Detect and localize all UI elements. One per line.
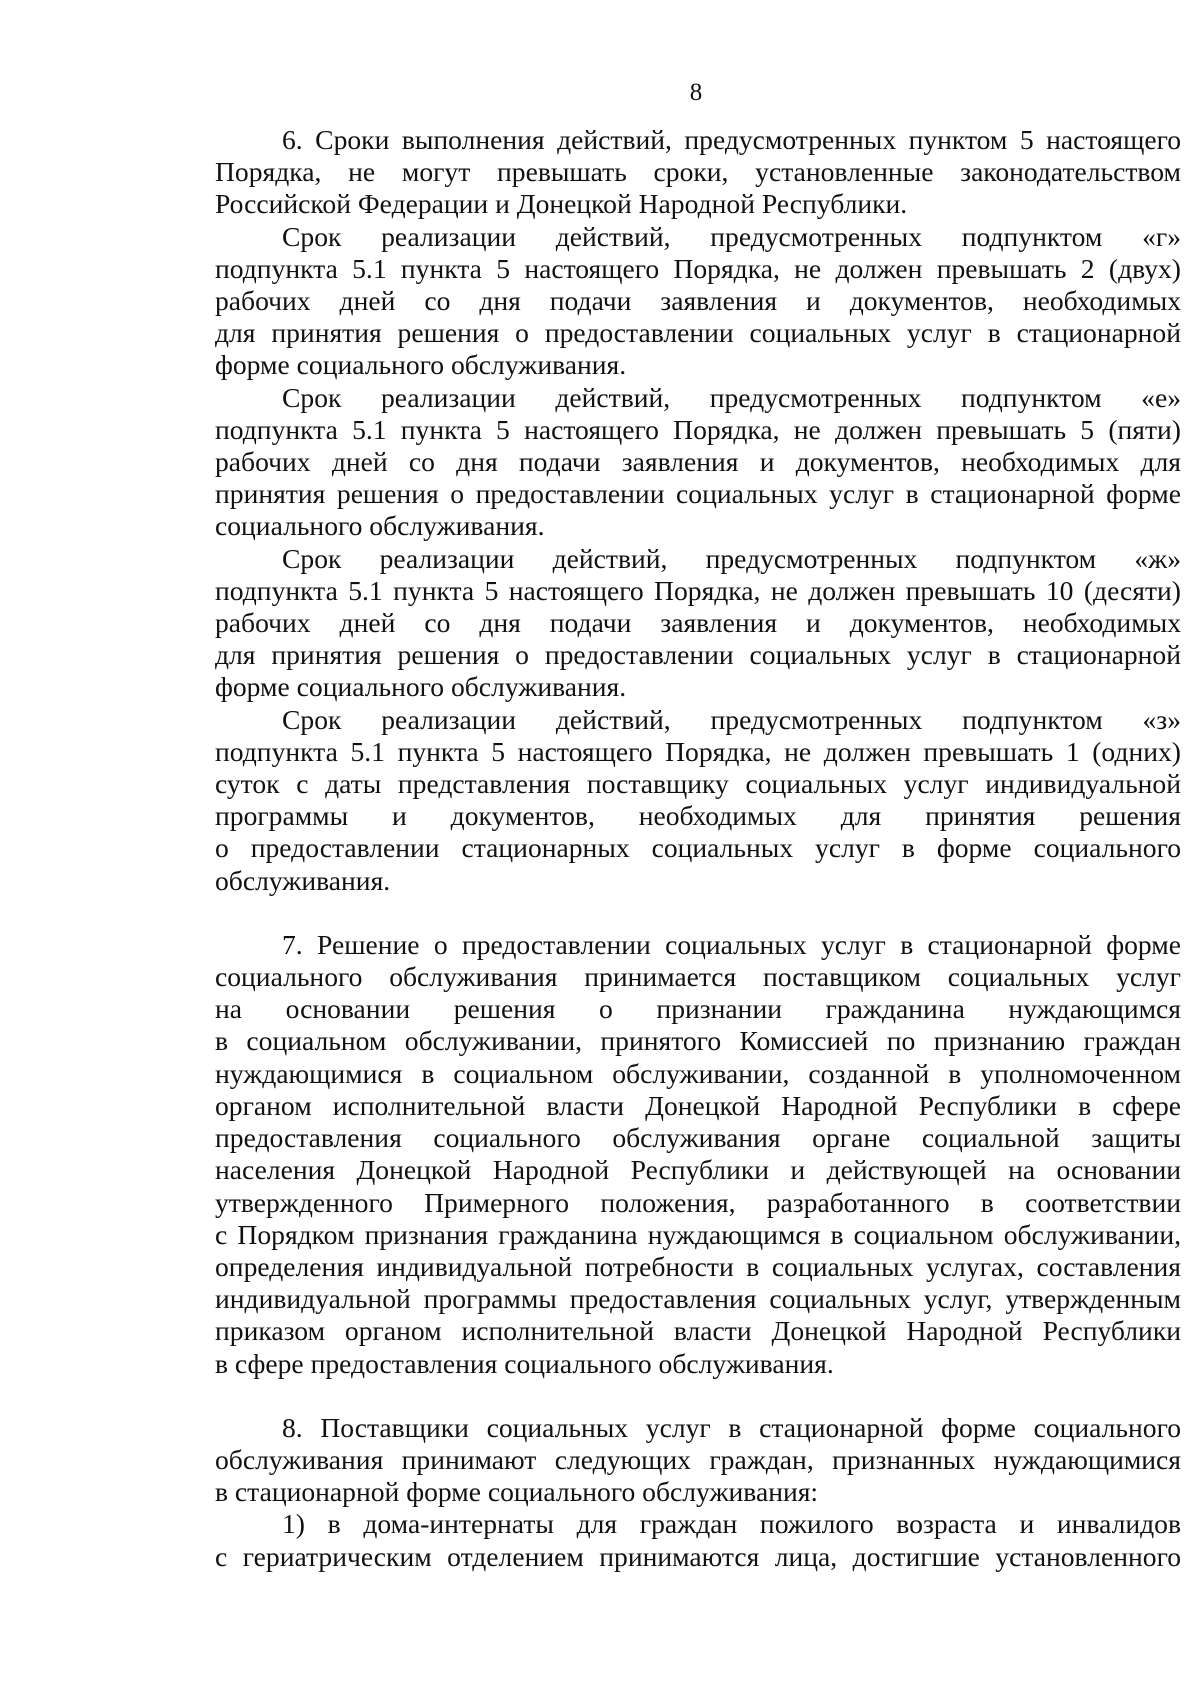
text-line: подпункта 5.1 пункта 5 настоящего Порядка, не должен превышать 1 (одних) xyxy=(215,735,1181,767)
page-number: 8 xyxy=(689,79,703,106)
text-line: принятия решения о предоставлении социальных услуг в стационарной форме xyxy=(215,478,1181,510)
paragraph-6 xyxy=(215,124,1181,221)
text-line: 6. Сроки выполнения действий, предусмотренных пунктом 5 настоящего xyxy=(282,124,1181,155)
text-line: индивидуальной программы предоставления социальных услуг, утвержденным xyxy=(215,1283,1181,1315)
text-line: социального обслуживания. xyxy=(215,510,545,542)
text-line: программы и документов, необходимых для принятия решения xyxy=(215,800,1181,832)
text-line: для принятия решения о предоставлении социальных услуг в стационарной xyxy=(215,639,1181,671)
paragraph-7 xyxy=(215,929,1181,1380)
text-line: обслуживания принимают следующих граждан, признанных нуждающимися xyxy=(215,1443,1181,1475)
text-line: Срок реализации действий, предусмотренных подпунктом «е» xyxy=(282,381,1181,413)
text-line: Срок реализации действий, предусмотренных подпунктом «з» xyxy=(282,703,1181,735)
text-line: органом исполнительной власти Донецкой Народной Республики в сфере xyxy=(215,1089,1181,1121)
text-line: форме социального обслуживания. xyxy=(215,349,627,381)
text-line: 7. Решение о предоставлении социальных услуг в стационарной форме xyxy=(282,928,1181,960)
text-line: Срок реализации действий, предусмотренных подпунктом «г» xyxy=(282,220,1181,252)
paragraph-6-subitem-zh xyxy=(215,543,1181,704)
text-line: 8. Поставщики социальных услуг в стационарной форме социального xyxy=(282,1411,1181,1443)
text-line: для принятия решения о предоставлении социальных услуг в стационарной xyxy=(215,317,1181,349)
paragraph-spacer xyxy=(215,1380,1181,1412)
text-line: суток с даты представления поставщику социальных услуг индивидуальной xyxy=(215,768,1181,800)
text-line: с Порядком признания гражданина нуждающимся в социальном обслуживании, xyxy=(215,1218,1181,1250)
text-line: утвержденного Примерного положения, разработанного в соответствии xyxy=(215,1186,1181,1218)
text-line: в стационарной форме социального обслуживания: xyxy=(215,1476,819,1508)
text-line: на основании решения о признании гражданина нуждающимся xyxy=(215,993,1181,1025)
paragraph-8 xyxy=(215,1412,1181,1509)
text-line: рабочих дней со дня подачи заявления и документов, необходимых xyxy=(215,285,1181,317)
text-line: нуждающимися в социальном обслуживании, созданной в уполномоченном xyxy=(215,1057,1181,1089)
text-line: населения Донецкой Народной Республики и действующей на основании xyxy=(215,1154,1181,1186)
text-line: Порядка, не могут превышать сроки, установленные законодательством xyxy=(215,156,1181,188)
text-line: рабочих дней со дня подачи заявления и документов, необходимых xyxy=(215,607,1181,639)
text-line: приказом органом исполнительной власти Донецкой Народной Республики xyxy=(215,1315,1181,1347)
document-body xyxy=(215,124,1181,1573)
paragraph-6-subitem-g xyxy=(215,221,1181,382)
text-line: подпункта 5.1 пункта 5 настоящего Порядка, не должен превышать 10 (десяти) xyxy=(215,574,1181,606)
text-line: подпункта 5.1 пункта 5 настоящего Порядка, не должен превышать 5 (пяти) xyxy=(215,413,1181,445)
text-line: в социальном обслуживании, принятого Комиссией по признанию граждан xyxy=(215,1025,1181,1057)
text-line: 1) в дома-интернаты для граждан пожилого возраста и инвалидов xyxy=(282,1508,1181,1540)
text-line: форме социального обслуживания. xyxy=(215,671,627,703)
text-line: рабочих дней со дня подачи заявления и документов, необходимых для xyxy=(215,446,1181,478)
text-line: социального обслуживания принимается поставщиком социальных услуг xyxy=(215,961,1181,993)
text-line: Российской Федерации и Донецкой Народной Республики. xyxy=(215,188,908,220)
paragraph-6-subitem-z xyxy=(215,704,1181,897)
text-line: о предоставлении стационарных социальных услуг в форме социального xyxy=(215,832,1181,864)
paragraph-8-item-1 xyxy=(215,1508,1181,1572)
text-line: обслуживания. xyxy=(215,864,391,896)
text-line: с гериатрическим отделением принимаются лица, достигшие установленного xyxy=(215,1540,1181,1572)
text-line: в сфере предоставления социального обслуживания. xyxy=(215,1347,834,1379)
text-line: определения индивидуальной потребности в социальных услугах, составления xyxy=(215,1250,1181,1282)
text-line: предоставления социального обслуживания органе социальной защиты xyxy=(215,1122,1181,1154)
paragraph-spacer xyxy=(215,897,1181,929)
paragraph-6-subitem-e xyxy=(215,382,1181,543)
text-line: Срок реализации действий, предусмотренных подпунктом «ж» xyxy=(282,542,1181,574)
text-line: подпункта 5.1 пункта 5 настоящего Порядка, не должен превышать 2 (двух) xyxy=(215,252,1181,284)
